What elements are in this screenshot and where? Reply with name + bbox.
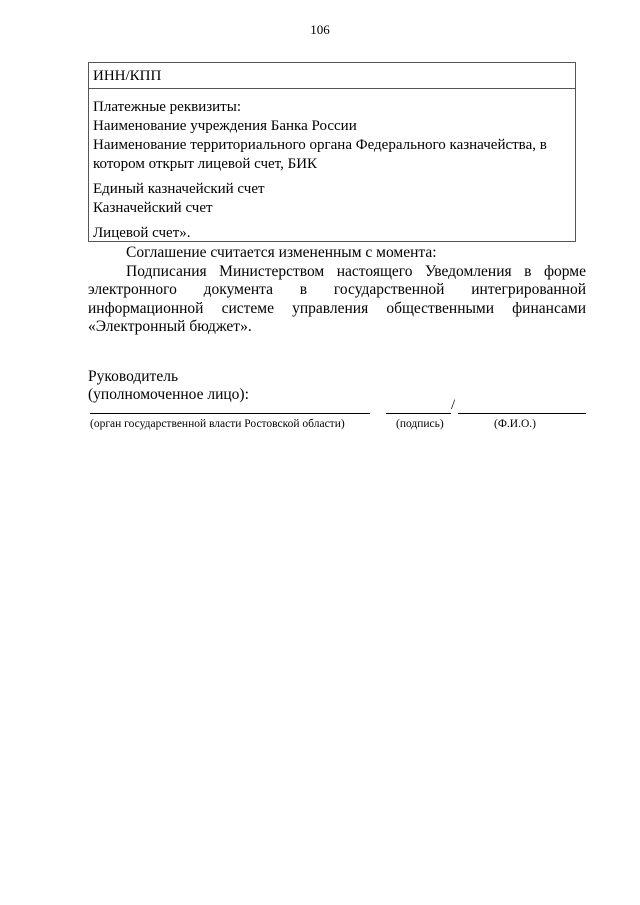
name-signature-line bbox=[458, 413, 586, 414]
bank-name-line: Наименование учреждения Банка России bbox=[93, 118, 357, 134]
requisites-heading: Платежные реквизиты: bbox=[93, 99, 241, 115]
signatory-title bbox=[88, 368, 249, 404]
single-treasury-account-line: Единый казначейский счет bbox=[93, 181, 265, 197]
signatory-title-line1: Руководитель bbox=[88, 368, 179, 385]
treasury-account-line: Казначейский счет bbox=[93, 200, 213, 216]
signature-line bbox=[386, 413, 451, 414]
treasury-name-line-cont: котором открыт лицевой счет, БИК bbox=[93, 156, 318, 172]
caption-name: (Ф.И.О.) bbox=[494, 418, 536, 430]
signing-line-2: электронного документа в государственной интегрированной bbox=[88, 281, 586, 298]
payment-requisites-table bbox=[88, 62, 576, 242]
signing-line-1: Подписания Министерством настоящего Уведомления в форме bbox=[126, 262, 586, 280]
requisites-body bbox=[89, 89, 575, 243]
org-signature-line bbox=[90, 413, 370, 414]
signing-line-4: «Электронный бюджет». bbox=[88, 318, 252, 335]
signing-line-3: информационной системе управления общественными финансами bbox=[88, 299, 586, 317]
inn-kpp-row: ИНН/КПП bbox=[89, 63, 575, 89]
agreement-paragraph bbox=[88, 244, 586, 337]
page-number: 106 bbox=[310, 22, 330, 37]
agreement-change-line: Соглашение считается измененным с момента: bbox=[126, 244, 437, 261]
caption-sign: (подпись) bbox=[396, 418, 444, 430]
signatory-title-line2: (уполномоченное лицо): bbox=[88, 386, 249, 403]
treasury-name-line: Наименование территориального органа Федерального казначейства, в bbox=[93, 137, 547, 153]
caption-org: (орган государственной власти Ростовской области) bbox=[90, 418, 345, 430]
signature-slash: / bbox=[451, 397, 456, 413]
personal-account-line: Лицевой счет». bbox=[93, 225, 191, 241]
